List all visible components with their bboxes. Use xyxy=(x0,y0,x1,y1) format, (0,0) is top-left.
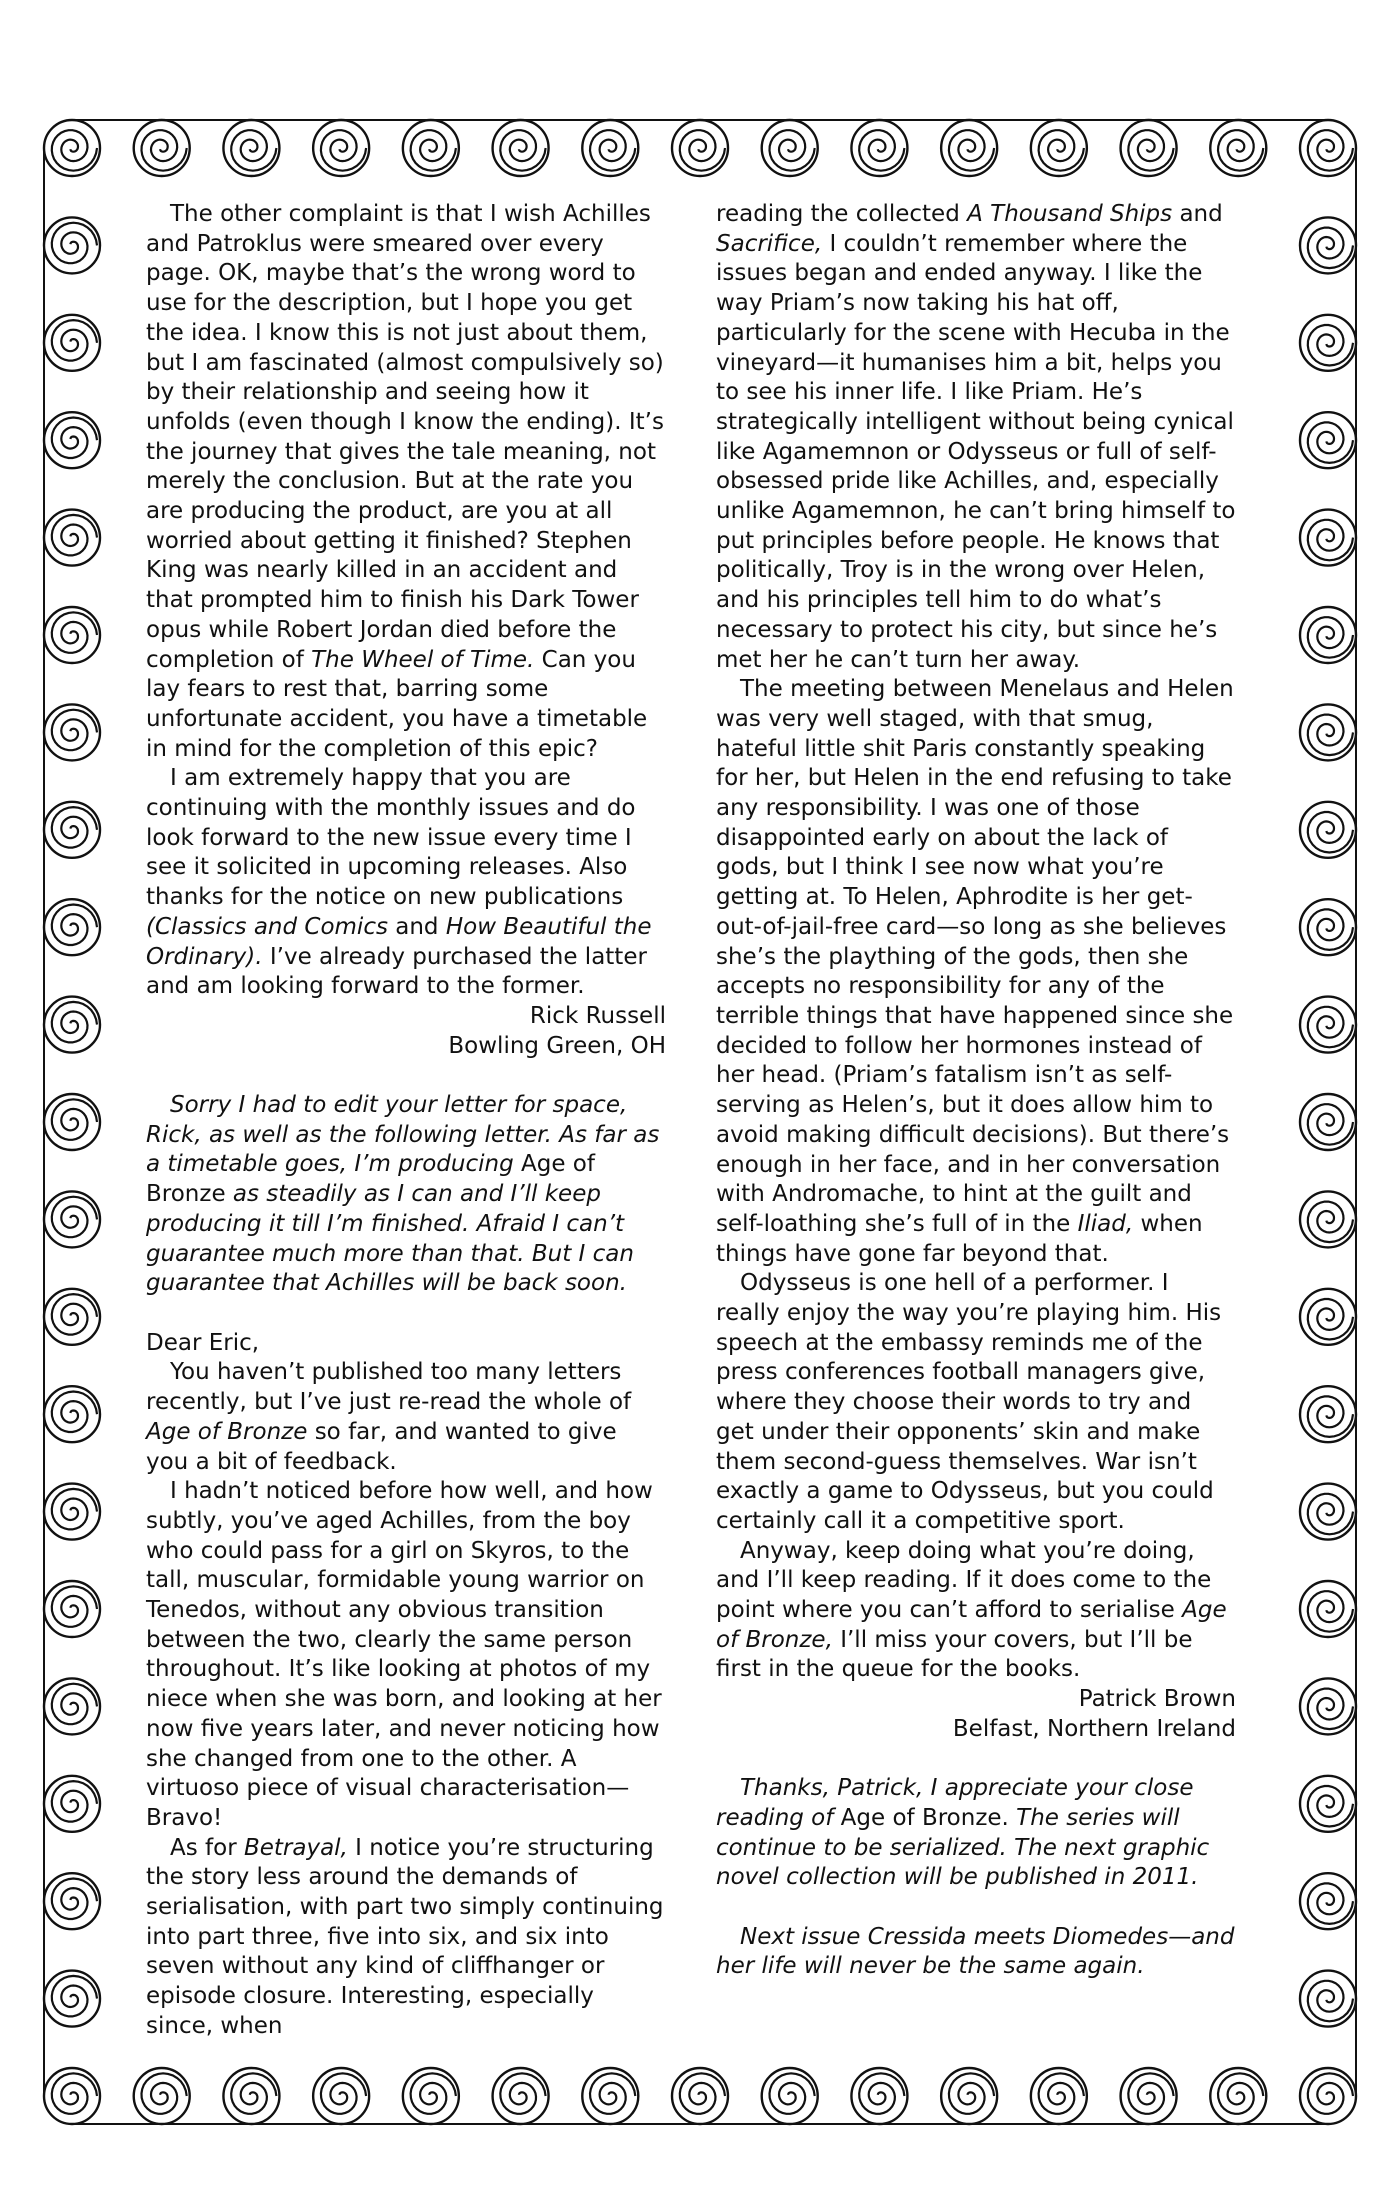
next-issue-note: Next issue Cressida meets Diomedes—and her life will never be the same again. xyxy=(716,1923,1235,1980)
letter2-paragraph-7: Anyway, keep doing what you’re doing, and I’ll keep reading. If it does come to the point where you can’t afford to serialise Age of Bronze, I’ll miss your covers, but I’ll be first in the queue for the books. xyxy=(716,1537,1227,1683)
letter2-paragraph-6: Odysseus is one hell of a performer. I really enjoy the way you’re playing him. His speech at the embassy reminds me of the press conferences football managers give, where they choose their words to try and get under their opponents’ skin and make them second-guess themselves. War isn’t exactly a game to Odysseus, but you could certainly call it a competitive sport. xyxy=(716,1270,1222,1534)
letter2-paragraph-4: reading the collected A Thousand Ships and Sacrifice, I couldn’t remember where the issues began and ended anyway. I like the way Priam’s now taking his hat off, particularly for the scene with Hecuba in the vineyard—it humanises him a bit, helps you to see his inner life. I like Priam. He’s strategically intelligent without being cynical like Agamemnon or Odysseus or full of self-obsessed pride like Achilles, and, especially unlike Agamemnon, he can’t bring himself to put principles before people. He knows that politically, Troy is in the wrong over Helen, and his principles tell him to do what’s necessary to protect his city, but since he’s met her he can’t turn her away. xyxy=(716,201,1236,673)
letter2-paragraph-5: The meeting between Menelaus and Helen was very well staged, with that smug, hateful little shit Paris constantly speaking for her, but Helen in the end refusing to take any responsibility. I was one of those disappointed early on about the lack of gods, but I think I see now what you’re getting at. To Helen, Aphrodite is her get-out-of-jail-free card—so long as she believes she’s the plaything of the gods, then she accepts no responsibility for any of the terrible things that have happened since she decided to follow her hormones instead of her head. (Priam’s fatalism isn’t as self-serving as Helen’s, but it does allow him to avoid making difficult decisions). But there’s enough in her face, and in her conversation with Andromache, to hint at the guilt and self-loathing she’s full of in the Iliad, when things have gone far beyond that. xyxy=(716,676,1234,1267)
right-column xyxy=(716,200,1236,1982)
signature-name-1: Rick Russell xyxy=(529,1002,666,1029)
signature-place-2: Belfast, Northern Ireland xyxy=(952,1715,1236,1742)
signature-place-1: Bowling Green, OH xyxy=(448,1032,666,1059)
letter2-paragraph-2: I hadn’t noticed before how well, and how subtly, you’ve aged Achilles, from the boy who could pass for a girl on Skyros, to the tall, muscular, formidable young warrior on Tenedos, without any obvious transition between the two, clearly the same person throughout. It’s like looking at photos of my niece when she was born, and looking at her now five years later, and never noticing how she changed from one to the other. A virtuoso piece of visual characterisation—Bravo! xyxy=(146,1478,662,1831)
salutation: Dear Eric, xyxy=(146,1329,260,1356)
letter1-paragraph-2: I am extremely happy that you are continuing with the monthly issues and do look forward to the new issue every time I see it solicited in upcoming releases. Also thanks for the notice on new publications (Classics and Comics and How Beautiful the Ordinary). I’ve already purchased the latter and am looking forward to the former. xyxy=(146,765,652,1000)
letter1-paragraph-1: The other complaint is that I wish Achilles and Patroklus were smeared over every page. OK, maybe that’s the wrong word to use for the description, but I hope you get the idea. I know this is not just about them, but I am fascinated (almost compulsively so) by their relationship and seeing how it unfolds (even though I know the ending). It’s the journey that gives the tale meaning, not merely the conclusion. But at the rate you are producing the product, are you at all worried about getting it finished? Stephen King was nearly killed in an accident and that prompted him to finish his Dark Tower opus while Robert Jordan died before the completion of The Wheel of Time. Can you lay fears to rest that, barring some unfortunate accident, you have a timetable in mind for the completion of this epic? xyxy=(146,201,664,762)
left-column xyxy=(146,200,666,2042)
letter2-paragraph-3: As for Betrayal, I notice you’re structuring the story less around the demands of serialisation, with part two simply continuing into part three, five into six, and six into seven without any kind of cliffhanger or episode closure. Interesting, especially since, when xyxy=(146,1834,664,2039)
editor-reply-1: Sorry I had to edit your letter for space, Rick, as well as the following letter. As far as a timetable goes, I’m producing Age of Bronze as steadily as I can and I’ll keep producing it till I’m finished. Afraid I can’t guarantee much more than that. But I can guarantee that Achilles will be back soon. xyxy=(146,1092,660,1297)
editor-reply-2: Thanks, Patrick, I appreciate your close reading of Age of Bronze. The series will continue to be serialized. The next graphic novel collection will be published in 2011. xyxy=(716,1775,1210,1891)
letter2-paragraph-1: You haven’t published too many letters recently, but I’ve just re-read the whole of Age of Bronze so far, and wanted to give you a bit of feedback. xyxy=(146,1359,632,1475)
signature-name-2: Patrick Brown xyxy=(1078,1686,1236,1713)
